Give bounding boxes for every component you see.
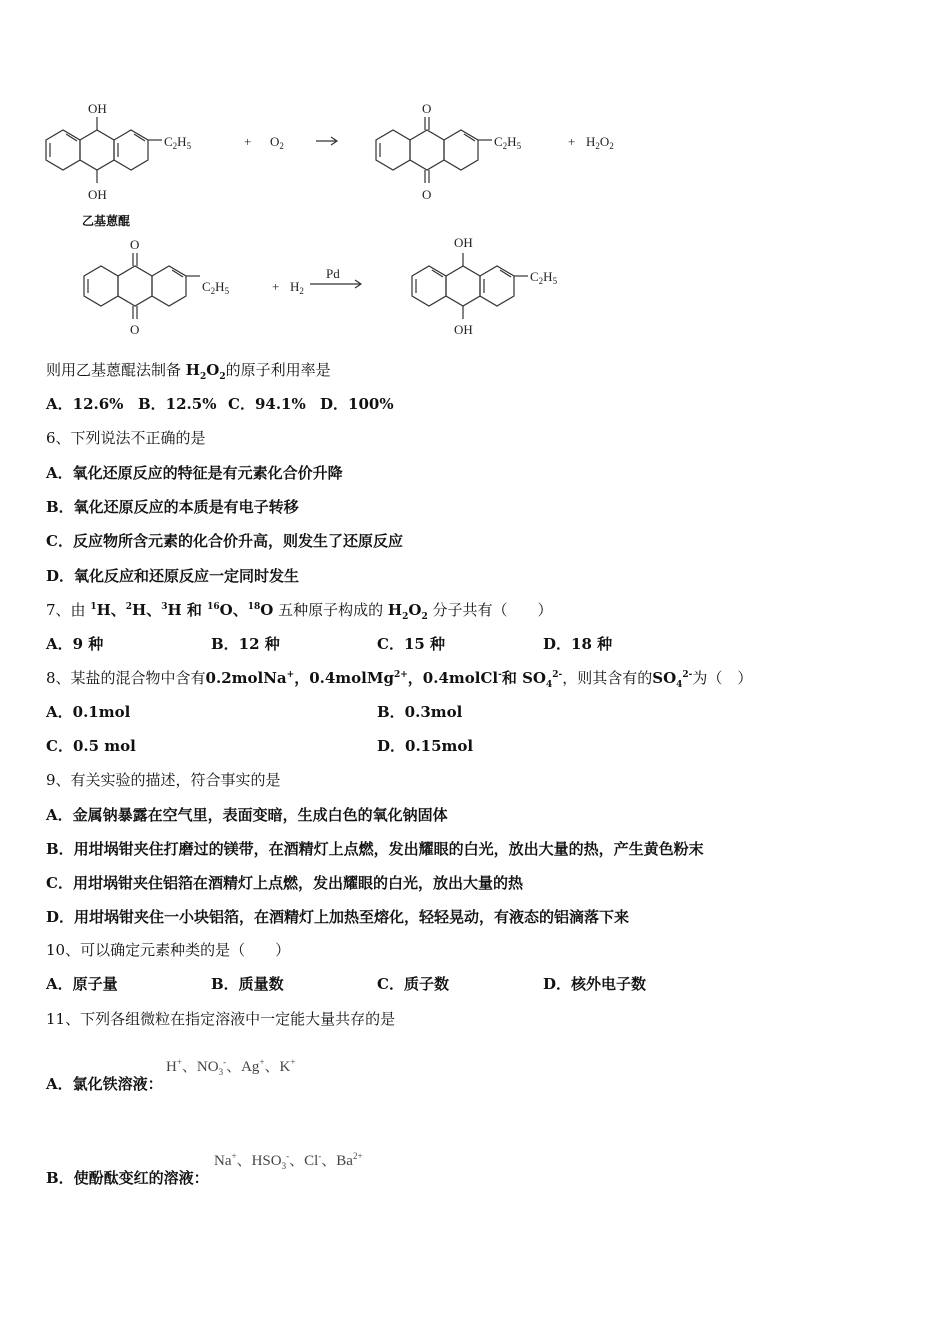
q11-stem: 11、下列各组微粒在指定溶液中一定能大量共存的是	[46, 1010, 396, 1028]
q5-option-a[interactable]: A．12.6%	[46, 395, 124, 413]
reactant-ethyl: $C_2H_5$	[164, 134, 192, 151]
q8-option-b[interactable]: B．0.3mol	[377, 703, 463, 721]
product-ethyl: $C_2H_5$	[494, 134, 522, 151]
q11-b-ions: Na+、$HSO_3^-$、Cl-、$Ba^{2+}$	[214, 1151, 363, 1171]
q8-option-c[interactable]: C．0.5 mol	[46, 737, 136, 755]
q5-option-c[interactable]: C．94.1%	[228, 395, 306, 413]
q6-option-d[interactable]: D．氧化反应和还原反应一定同时发生	[46, 567, 300, 585]
q6-stem: 6、下列说法不正确的是	[46, 429, 206, 447]
q5-stem: 则用乙基蒽醌法制备 $H_2O_2$的原子利用率是	[46, 361, 331, 382]
q9-option-a[interactable]: A．金属钠暴露在空气里，表面变暗，生成白色的氧化钠固体	[46, 806, 448, 824]
q11-a-ions: H+、$NO_3^-$、Ag+、K+	[166, 1057, 296, 1077]
q10-option-b[interactable]: B．质量数	[211, 975, 284, 993]
q11-option-a[interactable]: A．氯化铁溶液：	[46, 1075, 163, 1093]
reaction-2-scheme	[70, 232, 610, 347]
q7-option-a[interactable]: A．9 种	[46, 635, 104, 653]
q9-option-b[interactable]: B．用坩埚钳夹住打磨过的镁带，在酒精灯上点燃，发出耀眼的白光，放出大量的热，产生黄色粉末	[46, 840, 704, 858]
q10-option-d[interactable]: D．核外电子数	[543, 975, 647, 993]
q7-option-c[interactable]: C．15 种	[377, 635, 446, 653]
q8-option-a[interactable]: A．0.1mol	[46, 703, 131, 721]
q9-option-d[interactable]: D．用坩埚钳夹住一小块铝箔，在酒精灯上加热至熔化，轻轻晃动，有液态的铝滴落下来	[46, 908, 630, 926]
plus-1: +	[244, 134, 252, 149]
q9-stem: 9、有关实验的描述，符合事实的是	[46, 771, 281, 789]
reaction-1-scheme	[30, 95, 650, 215]
r2-top-o: O	[130, 237, 140, 252]
h2o2-formula: $H_2O_2$	[586, 134, 614, 151]
r2-product-bottom-oh: OH	[454, 322, 473, 337]
r2-ethyl: $C_2H_5$	[202, 279, 230, 296]
q7-option-d[interactable]: D．18 种	[543, 635, 613, 653]
product-bottom-o: O	[422, 187, 432, 202]
reactant-caption: 乙基蒽醌	[82, 214, 131, 228]
r2-product-ethyl: $C_2H_5$	[530, 269, 558, 286]
r2-plus: +	[272, 279, 280, 294]
plus-2: +	[568, 134, 576, 149]
q9-option-c[interactable]: C．用坩埚钳夹住铝箔在酒精灯上点燃，发出耀眼的白光，放出大量的热	[46, 874, 523, 892]
product-top-o: O	[422, 101, 432, 116]
r2-bottom-o: O	[130, 322, 140, 337]
q10-option-a[interactable]: A．原子量	[46, 975, 118, 993]
r2-product-top-oh: OH	[454, 235, 473, 250]
q6-option-a[interactable]: A．氧化还原反应的特征是有元素化合价升降	[46, 464, 343, 482]
q11-option-b[interactable]: B．使酚酞变红的溶液：	[46, 1169, 209, 1187]
q8-option-d[interactable]: D．0.15mol	[377, 737, 474, 755]
reactant-bottom-oh: OH	[88, 187, 107, 202]
q5-option-b[interactable]: B．12.5%	[138, 395, 217, 413]
q7-option-b[interactable]: B．12 种	[211, 635, 280, 653]
o2-formula: $O_2$	[270, 134, 284, 151]
q5-option-d[interactable]: D．100%	[320, 395, 394, 413]
q10-option-c[interactable]: C．质子数	[377, 975, 449, 993]
q10-stem: 10、可以确定元素种类的是（ ）	[46, 941, 291, 959]
q6-option-b[interactable]: B．氧化还原反应的本质是有电子转移	[46, 498, 299, 516]
h2-formula: $H_2$	[290, 279, 304, 296]
q7-stem: 7、由 $^1$H、$^2$H、$^3$H 和 $^{16}$O、$^{18}$O 五种原子构成的 $H_2O_2$ 分子共有（ ）	[46, 601, 553, 622]
reactant-top-oh: OH	[88, 101, 107, 116]
q8-stem: 8、某盐的混合物中含有0.2molNa+，0.4molMg$^{2+}$，0.4molCl-和 $SO_4^{2-}$，则其含有的$SO_4^{2-}$为（ ）	[46, 669, 753, 690]
pd-catalyst: Pd	[326, 266, 340, 281]
q6-option-c[interactable]: C．反应物所含元素的化合价升高，则发生了还原反应	[46, 532, 403, 550]
